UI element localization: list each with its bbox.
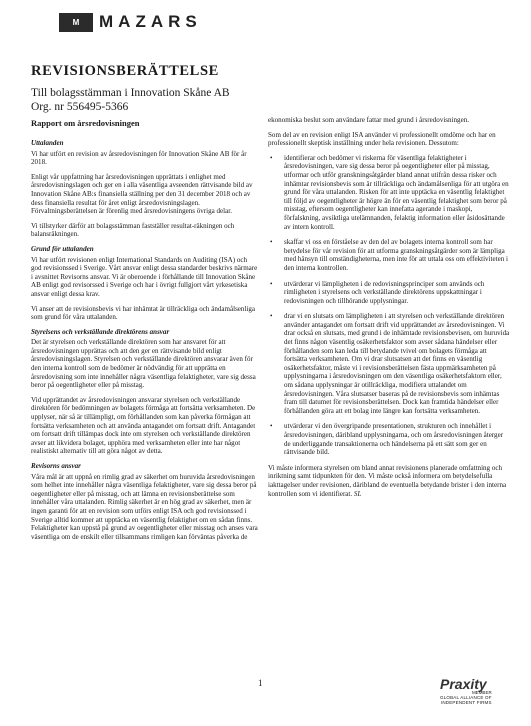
mazars-logo-mark: M [59,13,93,32]
paragraph: Det är styrelsen och verkställande direktören som har ansvaret för att årsredovisningen upprättas och att den ger en rättvisande bild enligt årsredovisningslagen. Styrelsen och verkställande direktören ansvarar även för den interna kontroll som de bedömer är nödvändig för att upprätta en årsredovisning som inte innehåller några väsentliga felaktigheter, vare sig dessa beror på oegentligheter eller på misstag. [31,338,256,390]
paragraph-closing: Vi måste informera styrelsen om bland annat revisionens planerade omfattning och inriktning samt tidpunkten för den. Vi måste också informera om betydelsefulla iakttagelser under revisionen, däribland de eventuella betydande brister i den interna kontrollen som vi identifierat. SL [268,463,507,498]
bullet-icon: • [270,238,273,247]
list-item: • drar vi en slutsats om lämpligheten i att styrelsen och verkställande direktören använder antagandet om fortsatt drift vid upprättandet av årsredovisningen. Vi drar också en slutsats, med grund i de inhämtade revisionsbevisen, om huruvida det finns någon väsentlig osäkerhetsfaktor som avser sådana händelser eller förhållanden som kan leda till betydande tvivel om bolagets förmåga att fortsätta verksamheten. Om vi drar slutsatsen att det finns en väsentlig osäkerhetsfaktor, måste vi i revisionsberättelsen fästa uppmärksamheten på upplysningarna i årsredovisningen om den väsentliga osäkerhetsfaktorn eller, om sådana upplysningar är otillräckliga, modifiera uttalandet om årsredovisningen. Våra slutsatser baseras på de revisionsbevis som inhämtas fram till datumet för revisionsberättelsen. Dock kan framtida händelser eller förhållanden göra att ett bolag inte längre kan fortsätta verksamheten. [270,312,510,415]
section-heading-uttalanden: Uttalanden [31,139,64,147]
bullet-icon: • [270,153,273,162]
paragraph-continued: ekonomiska beslut som användare fattar med grund i årsredovisningen. [268,116,469,124]
right-column [268,116,510,504]
paragraph: Vi anser att de revisionsbevis vi har inhämtat är tillräckliga och ändamålsenliga som grund för våra uttalanden. [31,304,256,322]
list-item: • skaffar vi oss en förståelse av den del av bolagets interna kontroll som har betydelse för vår revision för att utforma granskningsåtgärder som är lämpliga med hänsyn till omständigheterna, men inte för att uttala oss om effektiviteten i den interna kontrollen. [270,238,508,272]
bullet-icon: • [270,312,273,321]
mazars-logo-word: MAZARS [99,12,202,31]
paragraph: Vi har utfört en revision av årsredovisningen för Innovation Skåne AB för år 2018. [31,149,247,167]
org-number: Org. nr 556495-5366 [31,101,129,113]
addressee-line: Till bolagsstämman i Innovation Skåne AB [31,87,230,99]
paragraph: Vi tillstyrker därför att bolagsstämman fastställer resultat-räkningen och balansräkningen. [31,221,235,239]
paragraph: Vi har utfört revisionen enligt International Standards on Auditing (ISA) och god revisionssed i Sverige. Vårt ansvar enligt dessa standarder beskrivs närmare i avsnittet Revisorns ansvar. Vi är oberoende i förhållande till Innovation Skåne AB enligt god revisorssed i Sverige och har i övrigt fullgjort vårt yrkesetiska ansvar enligt dessa krav. [31,255,258,298]
bullet-icon: • [270,279,273,288]
initials: SL [353,489,362,498]
praxity-member: MEMBER [471,690,492,695]
list-item: • identifierar och bedömer vi riskerna för väsentliga felaktigheter i årsredovisningen, vare sig dessa beror på oegentligheter eller på misstag, utformar och utför granskningsåtgärder bland annat utifrån dessa risker och inhämtar revisionsbevis som är tillräckliga och ändamålsenliga för att utgöra en grund för våra uttalanden. Risken för att inte upptäcka en väsentlig felaktighet till följd av oegentligheter är högre än för en väsentlig felaktighet som beror på misstag, eftersom oegentligheter kan innefatta agerande i maskopi, förfalskning, avsiktliga utelämnanden, felaktig information eller åsidosättande av intern kontroll. [270,153,509,231]
section-heading-styrelse: Styrelsens och verkställande direktörens ansvar [31,327,170,336]
report-heading: Rapport om årsredovisningen [31,118,140,128]
mazars-logo [59,12,202,32]
paragraph: Enligt vår uppfattning har årsredovisningen upprättats i enlighet med årsredovisningslagen och ger en i alla väsentliga avseenden rättvisande bild av Innovation Skåne AB:s finansiella ställning per den 31 december 2018 och av dess finansiella resultat för året enligt årsredovisningslagen. Förvaltningsberättelsen är förenlig med årsredovisningens övriga delar. [31,172,253,216]
list-item: • utvärderar vi den övergripande presentationen, strukturen och innehållet i årsredovisningen, däribland upplysningarna, och om årsredovisningen återger de underliggande transaktionerna och händelserna på ett sätt som ger en rättvisande bild. [270,422,504,457]
bullet-icon: • [270,422,273,431]
page-title: REVISIONSBERÄTTELSE [31,63,219,79]
page-number: 1 [258,678,263,688]
praxity-wordmark: Praxity [440,676,487,692]
addressee [31,86,230,114]
section-heading-grund: Grund för uttalanden [31,244,94,253]
paragraph: Vid upprättandet av årsredovisningen ansvarar styrelsen och verkställande direktören för bedömningen av bolagets förmåga att fortsätta verksamheten. De upplyser, när så är tillämpligt, om förhållanden som kan påverka förmågan att fortsätta verksamheten och att använda antagandet om fortsatt drift. Antagandet om fortsatt drift tillämpas dock inte om styrelsen och verkställande direktören avser att likvidera bolaget, upphöra med verksamheten eller inte har något realistiskt alternativ till att göra något av detta. [31,395,256,456]
list-item: • utvärderar vi lämpligheten i de redovisningsprinciper som används och rimligheten i styrelsens och verkställande direktörens uppskattningar i redovisningen och tillhörande upplysningar. [270,279,485,305]
paragraph: Som del av en revision enligt ISA använder vi professionellt omdöme och har en professionellt skeptisk inställning under hela revisionen. Dessutom: [268,130,496,148]
bullet-list [268,154,510,457]
paragraph: Våra mål är att uppnå en rimlig grad av säkerhet om huruvida årsredovisningen som helhet inte innehåller några väsentliga felaktigheter, vare sig dessa beror på oegentligheter eller på misstag, och att lämna en revisionsberättelse som innehåller våra uttalanden. Rimlig säkerhet är en hög grad av säkerhet, men är ingen garanti för att en revision som utförs enligt ISA och god revisionssed i Sverige alltid kommer att upptäcka en väsentlig felaktighet om en sådan finns. Felaktigheter kan uppstå på grund av oegentligheter eller misstag och anses vara väsentliga om de enskilt eller tillsammans rimligen kan förväntas påverka de [31,472,258,541]
praxity-tagline: INDEPENDENT FIRMS [440,700,492,705]
section-heading-revisor: Revisorns ansvar [31,462,81,470]
praxity-logo [440,676,492,705]
praxity-tagline: GLOBAL ALLIANCE OF [440,695,492,700]
left-column [31,133,259,547]
